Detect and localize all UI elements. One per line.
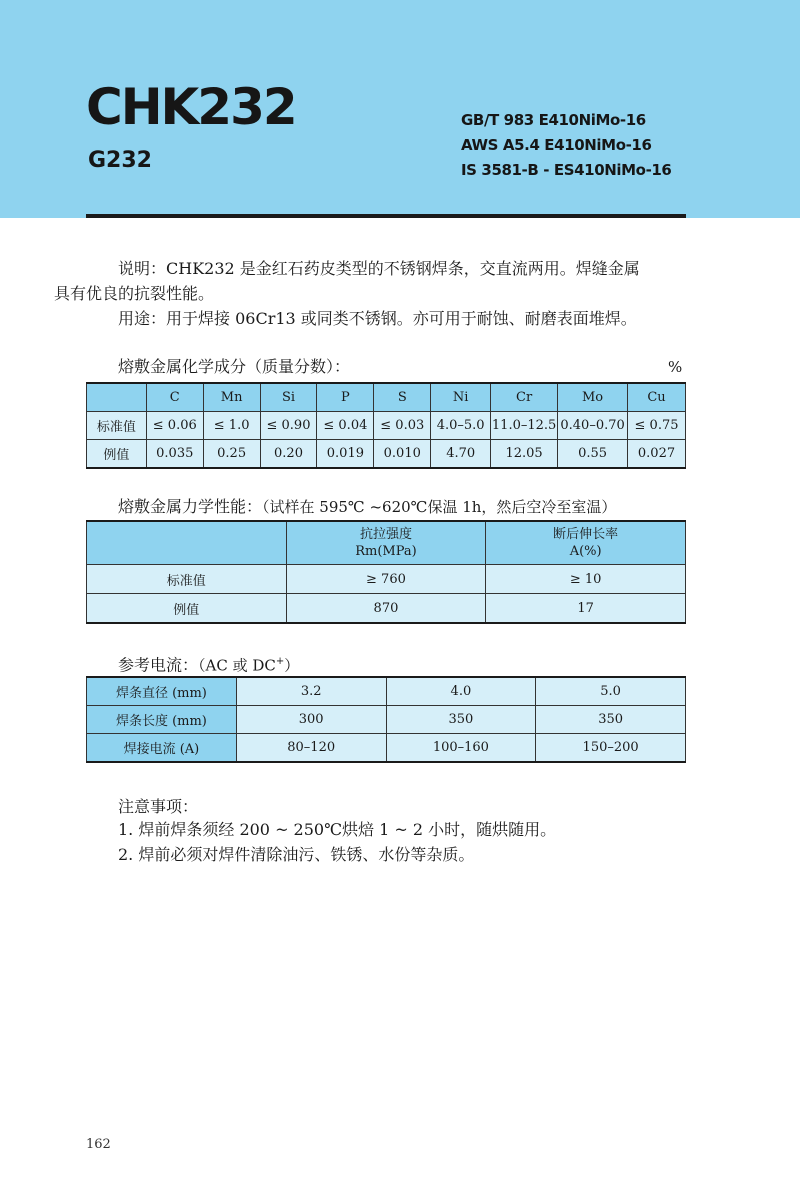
chem-row-example: [87, 440, 686, 469]
standard-gb: GB/T 983 E410NiMo-16: [461, 111, 646, 129]
table-cell: 150–200: [536, 734, 686, 763]
table-cell: 5.0: [536, 677, 686, 706]
table-cell: ≥ 760: [286, 565, 486, 594]
chem-unit: %: [668, 358, 683, 376]
description-line1: CHK232 是金红石药皮类型的不锈钢焊条，交直流两用。焊缝金属: [166, 259, 640, 278]
mech-title-text: 熔敷金属力学性能：: [118, 497, 263, 516]
table-cell: 80–120: [236, 734, 386, 763]
current-row-amperage: [87, 734, 686, 763]
mech-col-elongation: [486, 521, 686, 565]
row-label: 标准值: [87, 565, 287, 594]
chem-header-row: [87, 383, 686, 412]
mech-row-standard: [87, 565, 686, 594]
row-label: 焊条长度 (mm): [87, 706, 237, 734]
chem-col: Cr: [491, 383, 558, 412]
mech-col-elongation-name: 断后伸长率: [553, 527, 619, 542]
row-label: 例值: [87, 594, 287, 624]
chem-col: P: [317, 383, 374, 412]
table-cell: 0.20: [260, 440, 317, 469]
row-label: 焊接电流 (A): [87, 734, 237, 763]
page-number: 162: [86, 1137, 111, 1152]
table-cell: 0.25: [203, 440, 260, 469]
standard-aws: AWS A5.4 E410NiMo-16: [461, 136, 652, 154]
table-cell: 4.0–5.0: [431, 412, 491, 440]
table-cell: 0.027: [628, 440, 686, 469]
mech-title: [118, 497, 616, 517]
current-title: [118, 652, 299, 675]
notes-title: 注意事项：: [118, 797, 199, 816]
chem-col: Ni: [431, 383, 491, 412]
table-cell: 12.05: [491, 440, 558, 469]
table-cell: 0.010: [374, 440, 431, 469]
row-label: 例值: [87, 440, 147, 469]
mech-title-note: （试样在 595℃ ~620℃保温 1h，然后空冷至室温）: [262, 498, 617, 516]
chem-row-standard: [87, 412, 686, 440]
chem-table: [86, 382, 686, 469]
mech-row-example: [87, 594, 686, 624]
product-subtitle: G232: [88, 148, 152, 173]
table-cell: 17: [486, 594, 686, 624]
table-cell: ≤ 0.06: [146, 412, 203, 440]
chem-col: Mn: [203, 383, 260, 412]
table-cell: 350: [536, 706, 686, 734]
row-label: 标准值: [87, 412, 147, 440]
table-cell: 100–160: [386, 734, 536, 763]
mech-col-tensile: [286, 521, 486, 565]
usage-paragraph: [118, 306, 688, 331]
table-cell: ≤ 0.04: [317, 412, 374, 440]
table-cell: 0.019: [317, 440, 374, 469]
description-paragraph: [54, 256, 686, 306]
table-cell: 11.0–12.5: [491, 412, 558, 440]
chem-col: S: [374, 383, 431, 412]
row-label: 焊条直径 (mm): [87, 677, 237, 706]
current-row-diameter: [87, 677, 686, 706]
mech-header-row: [87, 521, 686, 565]
table-cell: 0.035: [146, 440, 203, 469]
chem-col: C: [146, 383, 203, 412]
standard-is: IS 3581-B - ES410NiMo-16: [461, 161, 672, 179]
table-cell: ≥ 10: [486, 565, 686, 594]
table-cell: 350: [386, 706, 536, 734]
table-cell: ≤ 1.0: [203, 412, 260, 440]
table-cell: 4.70: [431, 440, 491, 469]
description-line2: 具有优良的抗裂性能。: [54, 284, 215, 303]
product-title: CHK232: [86, 78, 296, 136]
usage-label: 用途：: [118, 309, 167, 328]
current-table: [86, 676, 686, 763]
standards-list: [461, 108, 671, 183]
current-title-text: 参考电流：: [118, 655, 199, 675]
current-row-length: [87, 706, 686, 734]
chem-col: Si: [260, 383, 317, 412]
table-cell: 300: [236, 706, 386, 734]
mech-col-elongation-unit: A(%): [569, 544, 602, 559]
chem-title: 熔敷金属化学成分（质量分数）：: [118, 357, 351, 376]
current-note-end: ）: [284, 656, 300, 675]
chem-corner: [87, 383, 147, 412]
note-item-1: 1. 焊前焊条须经 200 ~ 250℃烘焙 1 ~ 2 小时，随烘随用。: [118, 820, 557, 839]
table-cell: ≤ 0.75: [628, 412, 686, 440]
header-rule: [86, 214, 686, 218]
usage-text: 用于焊接 06Cr13 或同类不锈钢。亦可用于耐蚀、耐磨表面堆焊。: [166, 309, 637, 328]
table-cell: 0.40–0.70: [558, 412, 628, 440]
table-cell: ≤ 0.90: [260, 412, 317, 440]
description-label: 说明：: [118, 259, 167, 278]
table-cell: 870: [286, 594, 486, 624]
note-item-2: 2. 焊前必须对焊件清除油污、铁锈、水份等杂质。: [118, 845, 475, 864]
table-cell: ≤ 0.03: [374, 412, 431, 440]
mech-col-tensile-name: 抗拉强度: [359, 527, 412, 542]
current-title-note: （AC 或 DC: [198, 656, 276, 675]
mech-table: [86, 520, 686, 624]
table-cell: 4.0: [386, 677, 536, 706]
table-cell: 0.55: [558, 440, 628, 469]
chem-col: Cu: [628, 383, 686, 412]
chem-col: Mo: [558, 383, 628, 412]
mech-corner: [87, 521, 287, 565]
table-cell: 3.2: [236, 677, 386, 706]
current-note-sup: +: [275, 656, 285, 667]
mech-col-tensile-unit: Rm(MPa): [355, 544, 417, 559]
